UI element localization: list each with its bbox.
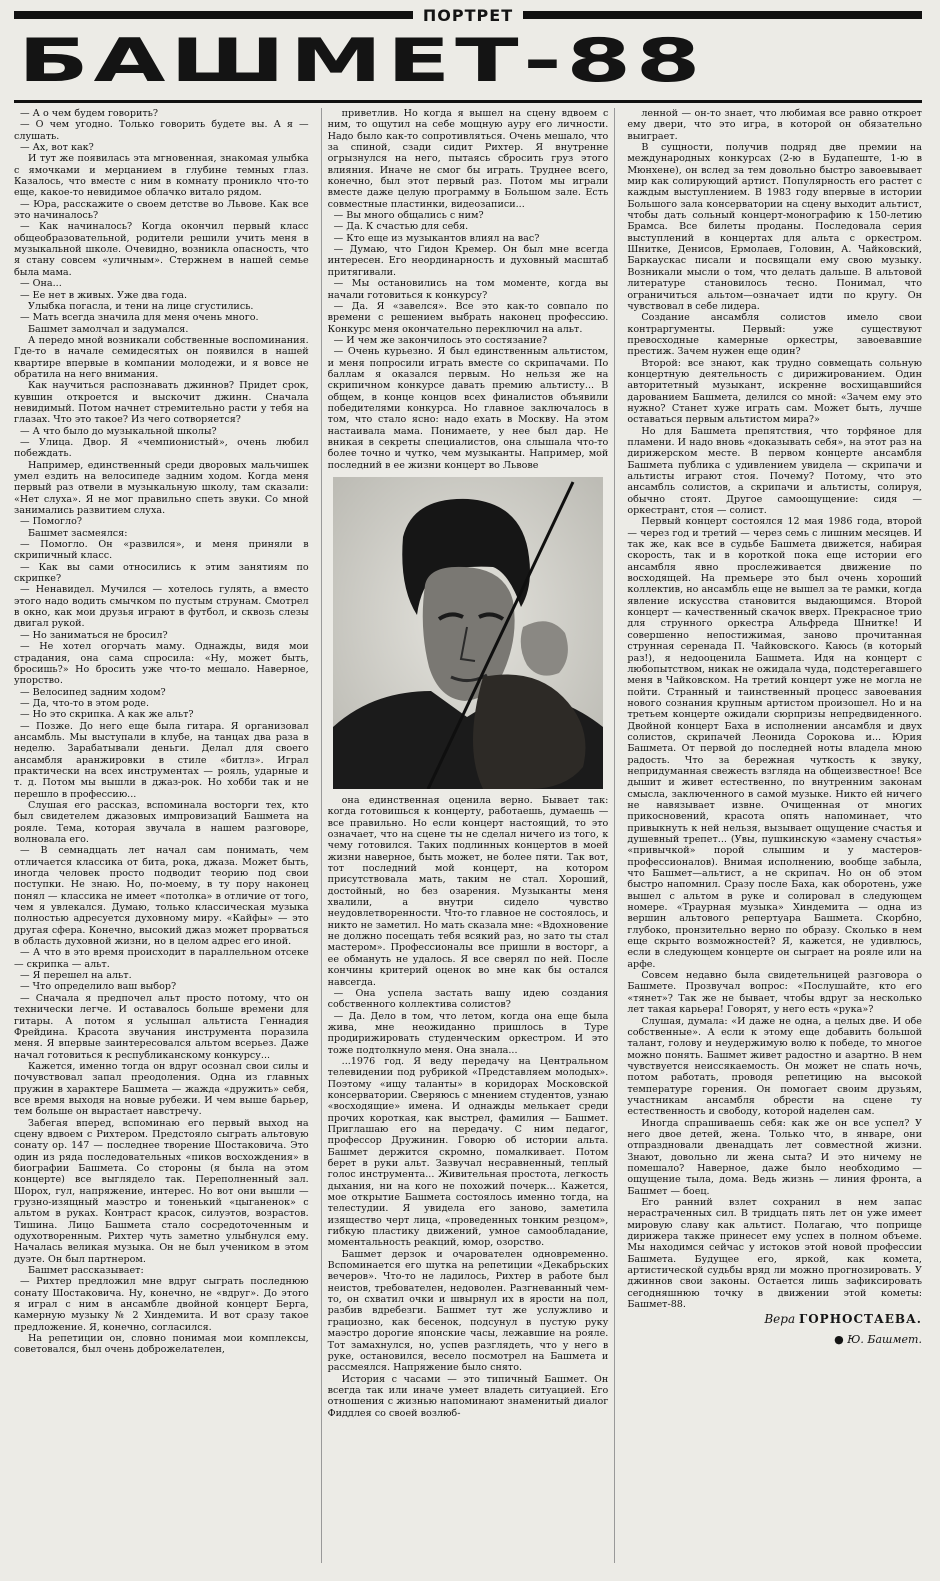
paragraph: — Ненавидел. Мучился — хотелось гулять, а вместо этого надо водить смычком по пустым струнам. Смотрел в окно, как мои друзья играют в футбол, и сквозь слезы двигал рукой. [14,584,309,630]
paragraph: Первый концерт состоялся 12 мая 1986 года, второй — через год и третий — через семь с лишним месяцев. И так же, как все в судьбе Башмета движется, набирая скорость, так и в короткой пока еще истории его ансамбля явно прослеживается движение по восходящей. На премьере это был очень хороший коллектив, но ансамбль еще не вышел за те рамки, когда явление искусства становится выдающимся. Второй концерт — качественный скачок вверх. Прекрасное трио для струнного оркестра Альфреда Шнитке! И совершенно непостижимая, заново прочитанная струнная серенада П. Чайковского. Каюсь (в который раз!), я недооценила Башмета. Идя на концерт с любопытством, никак не ожидала чуда, подстерегавшего меня в Чайковском. На третий концерт уже не могла не пойти. Странный и таинственный процесс завоевания нового сознания крупным артистом произошел. Но и на третьем концерте ожидали сюрпризы непредвиденного. Двойной концерт Баха в исполнении ансамбля и двух солистов, скрипачей Леонида Сорокова и... Юрия Башмета. От первой до последней ноты владела мною радость. Что за бережная чуткость к звуку, непридуманная свежесть взгляда на общеизвестное! Все дышит и живет естественно, по внутренним законам смысла, заключенного в самой музыке. Никто ей ничего не навязывает извне. Очищенная от многих прикосновений, красота опять напоминает, что привыкнуть к ней нельзя, вызывает ощущение счастья и душевный трепет... (Увы, пушкинскую «замену счастья» «привычкой» порой слышим и у мастеров-профессионалов). Внимая исполнению, вообще забыла, что Башмет—альтист, а не скрипач. Но он об этом быстро напомнил. Сразу после Баха, как оборотень, уже вышел с альтом в руке и солировал в следующем номере. «Траурная музыка» Хиндемита — одна из вершин альтового репертуара Башмета. Скорбно, глубоко, пронзительно верно по образу. Сколько в нем еще скрыто возможностей? Я, кажется, не удивлюсь, если в следующем концерте он сыграет на рояле или на арфе. [627,516,922,970]
paragraph: — Кто еще из музыкантов влиял на вас? [333,232,540,244]
column-3 [627,108,922,1563]
column-2 [321,108,616,1563]
author-signature [627,1314,922,1325]
paragraph: Башмет засмеялся: [28,527,128,539]
paragraph: — Я перешел на альт. [20,970,132,982]
photo-credit: ● Ю. Башмет. [834,1332,922,1346]
paragraph: — Очень курьезно. Я был единственным альтистом, и меня попросили играть вместе со скрипачами. По баллам я оказался первым. Но нельзя же на скрипичном конкурсе давать премию альтисту... В общем, в конце концов всех финалистов объявили победителями конкурса. Но главное заключалось в том, что стало ясно: надо ехать в Москву. На этом настаивала мама. Понимаете, у нее был дар. Не вникая в секреты специалистов, она слышала что-то более точно и чутко, чем музыканты. Например, мой последний в ее жизни концерт во Львове [327,346,609,471]
paragraph: Слушая, думала: «И даже не одна, а целых две. И обе собственные». А если к этому еще добавить большой талант, голову и неудержимую волю к победе, то многое можно понять. Башмет живет радостно и азартно. В нем чувствуется неиссякаемость. Он может не спать ночь, потом работать, проводя репетицию на высокой температуре горения. Он помогает своим друзьям, участникам ансамбля обрести на сцене ту естественность и свободу, которой наделен сам. [627,1015,922,1118]
paragraph: — А что было до музыкальной школы? [20,425,217,437]
paragraph: Забегая вперед, вспоминаю его первый выход на сцену вдвоем с Рихтером. Предстояло сыграть альтовую сонату ор. 147 — последнее творение Шостаковича. Это один из ряда последовательных «пиков восхождения» в биографии Башмета. Со стороны (я была на этом концерте) все выглядело так. Переполненный зал. Шорох, гул, напряжение, интерес. Но вот они вышли — грузно-изящный маэстро и тоненький «цыганенок» с альтом в руках. Контраст красок, силуэтов, возрастов. Тишина. Лицо Башмета стало сосредоточенным и одухотворенным. Рихтер чуть заметно улыбнулся ему. Началась великая музыка. Он не был учеником в этом дуэте. Он был партнером. [14,1117,309,1265]
paragraph: Совсем недавно была свидетельницей разговора о Башмете. Прозвучал вопрос: «Послушайте, кто его «тянет»? Так же не бывает, чтобы вдруг за несколько лет такая карьера! Говорят, у него есть «рука»? [627,970,922,1016]
paragraph: Как научиться распознавать джиннов? Придет срок, кувшин откроется и выскочит джинн. Сначала невидимый. Потом начнет стремительно расти у тебя на глазах. Что это такое? Из чего сотворяется? [14,380,309,426]
paragraph: — Да. К счастью для себя. [333,221,469,233]
rubric-bar [14,4,922,26]
paragraph: — А что в это время происходит в параллельном отсеке — скрипка — альт. [14,947,309,970]
column-3-text [627,108,922,1310]
paragraph: Второй: все знают, как трудно совмещать сольную концертную деятельность с дирижированием. Один авторитетный музыкант, искренне восхищавшийся дарованием Башмета, делился со мной: «Зачем ему это нужно? Станет хуже играть сам. Может быть, лучше оставаться первым альтистом мира?» [627,357,922,426]
author-first-name: Вера [764,1312,796,1327]
paragraph: — Позже. До него еще была гитара. Я организовал ансамбль. Мы выступали в клубе, на танцах два раза в неделю. Зарабатывали деньги. Делал для своего ансамбля аранжировки в стиле «битлз». Играл практически на всех инструментах — рояль, ударные и т. д. Потом мы вышли в джаз-рок. Но хобби так и не перешло в профессию... [14,720,309,800]
paragraph: ...1976 год. Я веду передачу на Центральном телевидении под рубрикой «Представляем молодых». Поэтому «ищу таланты» в коридорах Московской консерватории. Сверяюсь с мнением студентов, узнаю «восходящие» имена. И однажды мелькает среди прочих короткая, как выстрел, фамилия — Башмет. Приглашаю его на передачу. С ним педагог, профессор Дружинин. Говорю об истории альта. Башмет держится скромно, помалкивает. Потом берет в руки альт. Зазвучал несравненный, теплый голос инструмента... Живительная простота, легкость дыхания, ни на кого не похожий почерк... Кажется, мое открытие Башмета состоялось именно тогда, на телестудии. Я увидела его заново, заметила изящество черт лица, «проведенных тонким резцом», гибкую пластику движений, умное самообладание, моментальность реакций, юмор, озорство. [327,1055,609,1249]
paragraph: — Ах, вот как? [20,142,94,154]
paragraph: — Но заниматься не бросил? [20,629,168,641]
paragraph: ленной — он-то знает, что любимая все равно откроет ему двери, что это игра, в которой он обязательно выиграет. [627,108,922,142]
paragraph: Например, единственный среди дворовых мальчишек умел ездить на велосипеде задним ходом. Когда меня первый раз отвели в музыкальную школу, там сказали: «Нет слуха». Я не мог правильно спеть звуки. Со мной занимались развитием слуха. [14,459,309,517]
paragraph: Его ранний взлет сохранил в нем запас нерастраченных сил. В тридцать пять лет он уже имеет мировую славу как альтист. Полагаю, что поприще дирижера также принесет ему успех в полном объеме. Мы находимся сейчас у истоков этой новой профессии Башмета. Будущее его, яркой, как комета, артистической судьбы вряд ли можно прогнозировать. У джиннов свои законы. Остается лишь зафиксировать сегодняшнюю точку в движении этой кометы: Башмет-88. [627,1197,922,1311]
paragraph: Но для Башмета препятствия, что торфяное для пламени. И надо вновь «доказывать себя», на этот раз на дирижерском месте. В первом концерте ансамбля Башмета публика с удивлением увидела — скрипачи и альтисты играют стоя. Почему? Потому, что это ансамбль солистов, а скрипачи и альтисты, солируя, обычно стоят. Другое самоощущение: сидя — оркестрант, стоя — солист. [627,425,922,517]
paragraph: И тут же появилась эта мгновенная, знакомая улыбка с ямочками и мерцанием в глубине темных глаз. Казалось, что вместе с ним в комнату проникло что-то еще, какое-то невидимое облачко витало рядом. [14,153,309,199]
paragraph: — О чем угодно. Только говорить будете вы. А я — слушать. [14,119,309,142]
paragraph: Кажется, именно тогда он вдруг осознал свои силы и почувствовал запал преодоления. Одна из главных пружин в характере Башмета — жажда «дружить» себя, все время выходя на новые рубежи. И чем выше барьер, тем больше он вырастает навстречу. [14,1060,309,1118]
rubric-label: ПОРТРЕТ [422,5,514,25]
paragraph: — Что определило ваш выбор? [20,981,177,993]
rubric-rule-left [14,11,413,19]
paragraph: — Она... [20,278,62,290]
paragraph: — Вы много общались с ним? [333,210,484,222]
paragraph: — Юра, расскажите о своем детстве во Львове. Как все это начиналось? [14,198,309,222]
paragraph: — Но это скрипка. А как же альт? [20,709,194,721]
paragraph: приветлив. Но когда я вышел на сцену вдвоем с ним, то ощутил на себе мощную ауру его личности. Надо было как-то сопротивляться. Очень мешало, что за спиной, сзади сидит Рихтер. Я внутренне огрызнулся на него, пытаясь сбросить груз этого влияния. Иначе не смог бы играть. Труднее всего, конечно, был этот первый раз. Потом мы играли вместе даже целую программу в Большом зале. Есть совместные пластинки, видеозаписи... [327,108,609,210]
paragraph: На репетиции он, словно понимая мои комплексы, советовался, был очень доброжелателен, [14,1333,309,1356]
paragraph: — Сначала я предпочел альт просто потому, что он технически легче. И оставалось больше времени для гитары. А потом я услышал альтиста Геннадия Фрейдина. Красота звучания инструмента поразила меня. Я впервые заинтересовался альтом всерьез. Даже начал готовиться к республиканскому конкурсу... [14,992,309,1061]
paragraph: — Ее нет в живых. Уже два года. [20,289,188,301]
paragraph: — Думаю, что Гидон Кремер. Он был мне всегда интересен. Его неординарность и духовный масштаб притягивали. [327,244,609,278]
paragraph: Слушая его рассказ, вспоминала восторги тех, кто был свидетелем джазовых импровизаций Башмета на рояле. Тема, которая звучала в нашем разговоре, волновала его. [14,799,309,845]
paragraph: — Да, что-то в этом роде. [20,697,150,709]
paragraph: — Да. Дело в том, что летом, когда она еще была жива, мне неожиданно пришлось в Туре продирижировать студенческим оркестром. И это тоже подтолкнуло меня. Она знала... [327,1010,609,1056]
photo-credit-text: Ю. Башмет. [847,1332,922,1346]
article-columns [14,108,922,1563]
paragraph: — Как вы сами относились к этим занятиям по скрипке? [14,561,309,585]
column-1 [14,108,309,1563]
paragraph: — В семнадцать лет начал сам понимать, чем отличается классика от бита, рока, джаза. Может быть, иногда человек просто подводит теорию под свои поступки. Не знаю. Но, по-моему, в ту пору наконец понял — классика не имеет «потолка» в отличие от того, чем я увлекался. Думаю, только классическая музыка полностью адресуется духовному миру. «Кайфы» — это другая сфера. Конечно, высокий джаз может прорваться в область духовной жизни, но в целом адрес его иной. [14,845,309,948]
paragraph: Иногда спрашиваешь себя: как же он все успел? У него двое детей, жена. Только что, в январе, они отпраздновали двенадцать лет совместной жизни. Знают, довольно ли жена сыта? И это ничему не помешало? Наверное, даже было необходимо — ощущение тыла, дома. Ведь жизнь — линия фронта, а Башмет — боец. [627,1117,922,1197]
paragraph: Создание ансамбля солистов имело свои контраргументы. Первый: уже существуют превосходные камерные оркестры, завоевавшие престиж. Зачем нужен еще один? [627,312,922,358]
paragraph: она единственная оценила верно. Бывает так: когда готовишься к концерту, работаешь, думаешь — все правильно. Но если концерт настоящий, то это означает, что на сцене ты не сделал ничего из того, к чему готовился. Таких подлинных концертов в моей жизни наверное, быть может, не более пяти. Так вот, тот последний мой концерт, на котором присутствовала мать, таким не стал. Хороший, достойный, но без озарения. Музыканты меня хвалили, а внутри сидело чувство неудовлетворенности. Что-то главное не состоялось, и никто не заметил. Но мать сказала мне: «Вдохновение не должно посещать тебя всякий раз, но зато ты стал мастером». Профессионалы все пришли в восторг, а ее обмануть не удалось. Я все сверял по ней. После кончины критерий оценок во мне как бы остался навсегда. [327,795,609,988]
paragraph: — Велосипед задним ходом? [20,686,166,698]
paragraph: — Как начиналось? Когда окончил первый класс общеобразовательной, родители решили учить меня в музыкальной школе. Очевидно, возникла опасность, что я стану совсем «уличным». Стержнем в нашей семье была мама. [14,221,309,278]
paragraph: Башмет дерзок и очарователен одновременно. Вспоминается его шутка на репетиции «Декабрьских вечеров». Что-то не ладилось, Рихтер в работе был неистов, требователен, недоволен. Разгневанный чем-то, он схватил очки и швырнул их в ярости на пол, разбив вдребезги. Башмет тут же услужливо и грациозно, как бесенок, подсунул в пустую руку маэстро дорогие японские часы, лежавшие на рояле. Тот замахнулся, но, успев разглядеть, что у него в руке, остановился, весело посмотрел на Башмета и рассмеялся. Напряжение было снято. [327,1248,609,1374]
paragraph: Башмет замолчал и задумался. [28,323,189,335]
paragraph: — Мы остановились на том моменте, когда вы начали готовиться к конкурсу? [327,278,609,301]
portrait-photo [333,477,603,789]
paragraph: — Да. Я «завелся». Все это как-то совпало по времени с решением выбрать наконец профессию. Конкурс меня окончательно переключил на альт. [327,300,609,335]
author-last-name: ГОРНОСТАЕВА. [798,1312,922,1327]
paragraph: — И чем же закончилось это состязание? [333,334,548,346]
paragraph: — А о чем будем говорить? [20,108,159,119]
paragraph: В сущности, получив подряд две премии на международных конкурсах (2-ю в Будапеште, 1-ю в Мюнхене), он вслед за тем довольно быстро завоевывает мир как солирующий артист. Популярность его растет с каждым выступлением. В 1983 году впервые в истории Большого зала консерватории на сцену выходит альтист, чтобы дать сольный концерт-монографию к 150-летию Брамса. Все билеты проданы. Последовала серия выступлений в концертах для альта с оркестром. Шнитке, Денисов, Ермолаев, Головин, А. Чайковский, Баркаускас писали и посвящали ему свою музыку. Возникали мысли о том, что делать дальше. В альтовой литературе становилось тесно. Понимал, что ограничиться альтом—означает идти по кругу. Он чувствовал в себе лидера. [627,142,922,312]
title-rule [14,100,922,103]
article-title: БАШМЕТ-88 [18,26,706,96]
paragraph: Улыбка погасла, и тени на лице сгустились. [28,300,254,312]
paragraph: — Помогло. Он «развился», и меня приняли в скрипичный класс. [14,539,309,562]
paragraph: — Помогло? [20,516,83,528]
paragraph: А передо мной возникали собственные воспоминания. Где-то в начале семидесятых он появился в нашей квартире впервые в компании молодежи, и я вовсе не обратила на него внимания. [14,334,309,380]
paragraph: — Улица. Двор. Я «чемпионистый», очень любил побеждать. [14,436,309,460]
column-2-bottom [328,795,609,1419]
paragraph: История с часами — это типичный Башмет. Он всегда так или иначе умеет владеть ситуацией. Его отношения с жизнью напоминают знаменитый диалог Фиддлея со своей возлюб- [327,1373,609,1419]
column-2-top [328,108,609,471]
paragraph: — Не хотел огорчать маму. Однажды, видя мои страдания, она сама спросила: «Ну, может быть, бросишь?» Но бросить уже что-то мешало. Наверное, упорство. [14,641,309,687]
paragraph: — Мать всегда значила для меня очень много. [20,312,259,324]
paragraph: — Рихтер предложил мне вдруг сыграть последнюю сонату Шостаковича. Ну, конечно, не «вдруг». До этого я играл с ним в ансамбле двойной концерт Берга, камерную музыку № 2 Хиндемита. И вот сразу такое предложение. Я, конечно, согласился. [14,1276,309,1333]
paragraph: Башмет рассказывает: [28,1265,144,1277]
rubric-rule-right [523,11,922,19]
paragraph: — Она успела застать вашу идею создания собственного коллектива солистов? [327,987,609,1011]
